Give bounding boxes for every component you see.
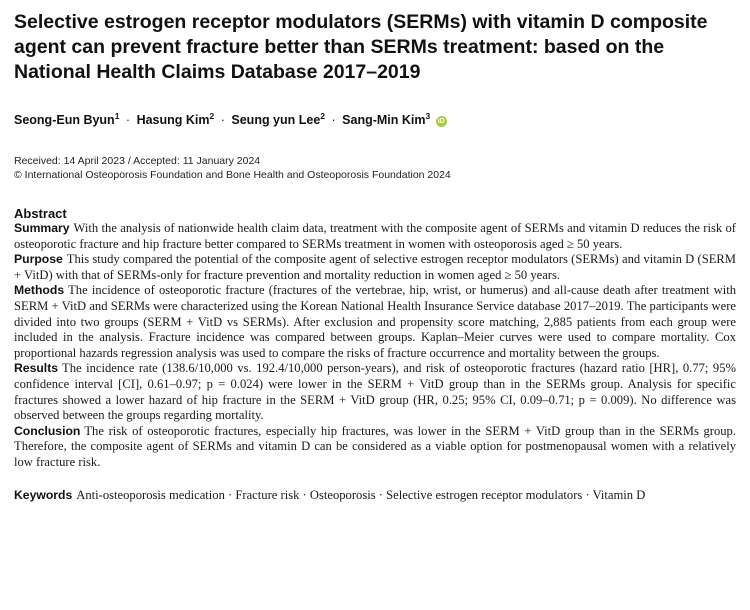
abstract-summary — [14, 221, 736, 252]
author-affiliation: 1 — [114, 111, 120, 121]
summary-label: Summary — [14, 221, 70, 235]
paper-title: Selective estrogen receptor modulators (SERMs) with vitamin D composite agent can prevent fracture better than SERMs treatment: based on the National Health Claims Database 2017–2019 — [14, 11, 708, 83]
author-name[interactable]: Seong-Eun Byun — [14, 113, 115, 127]
methods-label: Methods — [14, 283, 65, 298]
keywords — [14, 488, 736, 504]
keywords-label: Keywords — [14, 487, 73, 502]
author-affiliation: 2 — [320, 111, 326, 121]
keywords-text: Anti-osteoporosis medication · Fracture risk · Osteoporosis · Selective estrogen receptor modulators · Vitamin D — [76, 487, 646, 502]
abstract-heading: Abstract — [14, 206, 67, 221]
conclusion-label: Conclusion — [14, 423, 81, 438]
abstract-body — [14, 221, 736, 471]
author-name[interactable]: Sang-Min Kim — [342, 113, 426, 127]
abstract-purpose — [14, 252, 736, 283]
received-accepted-dates: Received: 14 April 2023 / Accepted: 11 January 2024 — [14, 155, 261, 167]
paper-page — [14, 10, 736, 503]
author-separator: · — [220, 113, 225, 127]
author-separator: · — [331, 113, 336, 127]
purpose-text: This study compared the potential of the composite agent of selective estrogen receptor modulators (SERMs) and vitamin D (SERM + VitD) with that of SERMs-only for fracture prevention and mortality reduction in women aged ≥ 50 years. — [14, 252, 736, 282]
abstract-results — [14, 361, 736, 423]
author-separator: · — [125, 113, 131, 127]
results-text: The incidence rate (138.6/10,000 vs. 192.4/10,000 person-years), and risk of osteoporotic fractures (hazard ratio [HR], 0.77; 95% confidence interval [CI], 0.61–0.97; p = 0.024) were lower in the SERM + VitD group than in the SERMs group. Analysis for specific fractures showed a lower hazard of hip fracture in the SERM + VitD group (HR, 0.25; 95% CI, 0.09–0.71; p = 0.009). No difference was observed between the groups regarding mortality. — [14, 361, 736, 423]
methods-text: The incidence of osteoporotic fracture (fractures of the vertebrae, hip, wrist, or humerus) and all-cause death after treatment with SERM + VitD and SERMs were characterized using the Korean National Health Insurance Service database 2017–2019. The participants were divided into two groups (SERM + VitD vs SERMs). After exclusion and propensity score matching, 2,885 patients from each group were included in the analysis. Fracture incidence was compared between groups. Kaplan–Meier curves were used to compare mortality. Cox proportional hazards regression analysis was used to compare the risks of fracture occurrence and mortality between the groups. — [14, 283, 736, 360]
author-affiliation: 2 — [209, 111, 215, 121]
publication-meta — [14, 154, 736, 182]
author-name[interactable]: Hasung Kim — [136, 113, 210, 127]
abstract-conclusion — [14, 424, 736, 471]
copyright-line: © International Osteoporosis Foundation and Bone Health and Osteoporosis Foundation 2024 — [14, 169, 451, 181]
orcid-icon[interactable]: iD — [437, 118, 445, 125]
author-list — [14, 111, 736, 127]
results-label: Results — [14, 361, 59, 376]
conclusion-text: The risk of osteoporotic fractures, especially hip fractures, was lower in the SERM + VitD group than in the SERMs group. Therefore, the composite agent of SERMs and vitamin D can be considered as a viable option for postmenopausal women with a relatively low fracture risk. — [14, 423, 736, 469]
summary-text: With the analysis of nationwide health claim data, treatment with the composite agent of SERMs and vitamin D reduces the risk of osteoporotic fracture and hip fracture better compared to SERMs treatment in women with osteoporosis aged ≥ 50 years. — [14, 221, 736, 251]
abstract-methods — [14, 283, 736, 361]
author-name[interactable]: Seung yun Lee — [231, 113, 321, 127]
purpose-label: Purpose — [14, 252, 63, 267]
author-affiliation: 3 — [425, 111, 431, 121]
